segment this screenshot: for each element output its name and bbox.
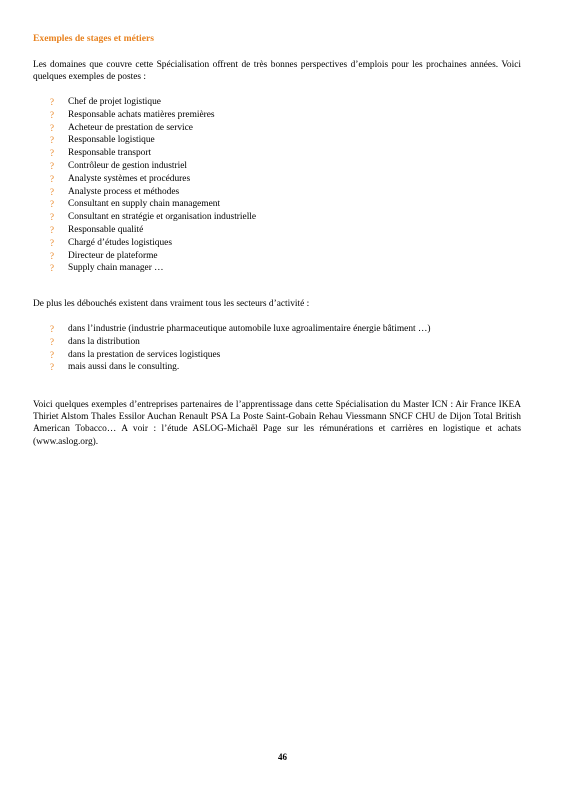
bullet-icon: ? [50,224,54,235]
list-item [50,237,256,250]
list-item-text: Responsable qualité [68,224,144,235]
list-item-text: Chargé d’études logistiques [68,237,172,248]
list-item-text: Consultant en stratégie et organisation industrielle [68,212,257,223]
list-item-text: dans la distribution [68,336,140,347]
list-item-text: mais aussi dans le consulting. [68,362,180,373]
list-item [50,211,256,224]
list-item [50,122,256,135]
bullet-icon: ? [50,349,54,360]
list-item [50,323,430,336]
bullet-icon: ? [50,186,54,197]
list-item-text: Contrôleur de gestion industriel [68,160,187,171]
page-number: 46 [278,752,287,762]
list-item-text: dans l’industrie (industrie pharmaceutique automobile luxe agroalimentaire énergie bâtiment …) [68,324,431,334]
bullet-icon: ? [50,362,54,373]
list-item [50,224,256,237]
list-item [50,198,256,211]
list-item-text: Responsable logistique [68,135,155,146]
list-item-text: Responsable achats matières premières [68,109,215,120]
list-item-text: Responsable transport [68,148,152,159]
bullet-icon: ? [50,97,54,107]
list-item-text: Chef de projet logistique [68,97,161,107]
bullet-icon: ? [50,109,54,120]
sectors-intro-paragraph: De plus les débouchés existent dans vraiment tous les secteurs d’activité : [33,299,310,309]
bullet-icon: ? [50,212,54,223]
bullet-icon: ? [50,160,54,171]
bullet-icon: ? [50,250,54,261]
list-item-text: dans la prestation de services logistiques [68,349,221,360]
bullet-icon: ? [50,199,54,210]
partners-paragraph: Voici quelques exemples d’entreprises partenaires de l’apprentissage dans cette Spécialisation du Master ICN : Air France IKEA Thiriet Alstom Thales Essilor Auchan Renault PSA La Poste Saint-Gobain Rehau Viessmann SNCF CHU de Dijon Total British American Tobacco… A voir : l’étude ASLOG-Michaël Page sur les rémunérations et carrières en logistique et achats (www.aslog.org). [33,400,521,447]
bullet-icon: ? [50,237,54,248]
list-item [50,186,256,199]
list-item-text: Supply chain manager … [68,263,164,274]
bullet-icon: ? [50,135,54,146]
job-titles-list [50,96,256,275]
list-item [50,262,256,275]
list-item [50,173,256,186]
list-item-text: Directeur de plateforme [68,250,158,261]
bullet-icon: ? [50,173,54,184]
intro-paragraph: Les domaines que couvre cette Spécialisation offrent de très bonnes perspectives d’emplois pour les prochaines années. Voici quelques exemples de postes : [33,60,521,83]
bullet-icon: ? [50,336,54,347]
list-item [50,336,430,349]
list-item [50,134,256,147]
sectors-list [50,323,430,374]
list-item-text: Analyste systèmes et procédures [68,173,191,184]
bullet-icon: ? [50,263,54,274]
list-item-text: Analyste process et méthodes [68,186,180,197]
list-item [50,250,256,263]
section-heading: Exemples de stages et métiers [33,33,154,44]
list-item [50,160,256,173]
list-item [50,349,430,362]
bullet-icon: ? [50,324,54,334]
list-item [50,96,256,109]
bullet-icon: ? [50,122,54,133]
list-item [50,147,256,160]
list-item-text: Consultant en supply chain management [68,199,221,210]
bullet-icon: ? [50,148,54,159]
list-item-text: Acheteur de prestation de service [68,122,193,133]
list-item [50,361,430,374]
list-item [50,109,256,122]
